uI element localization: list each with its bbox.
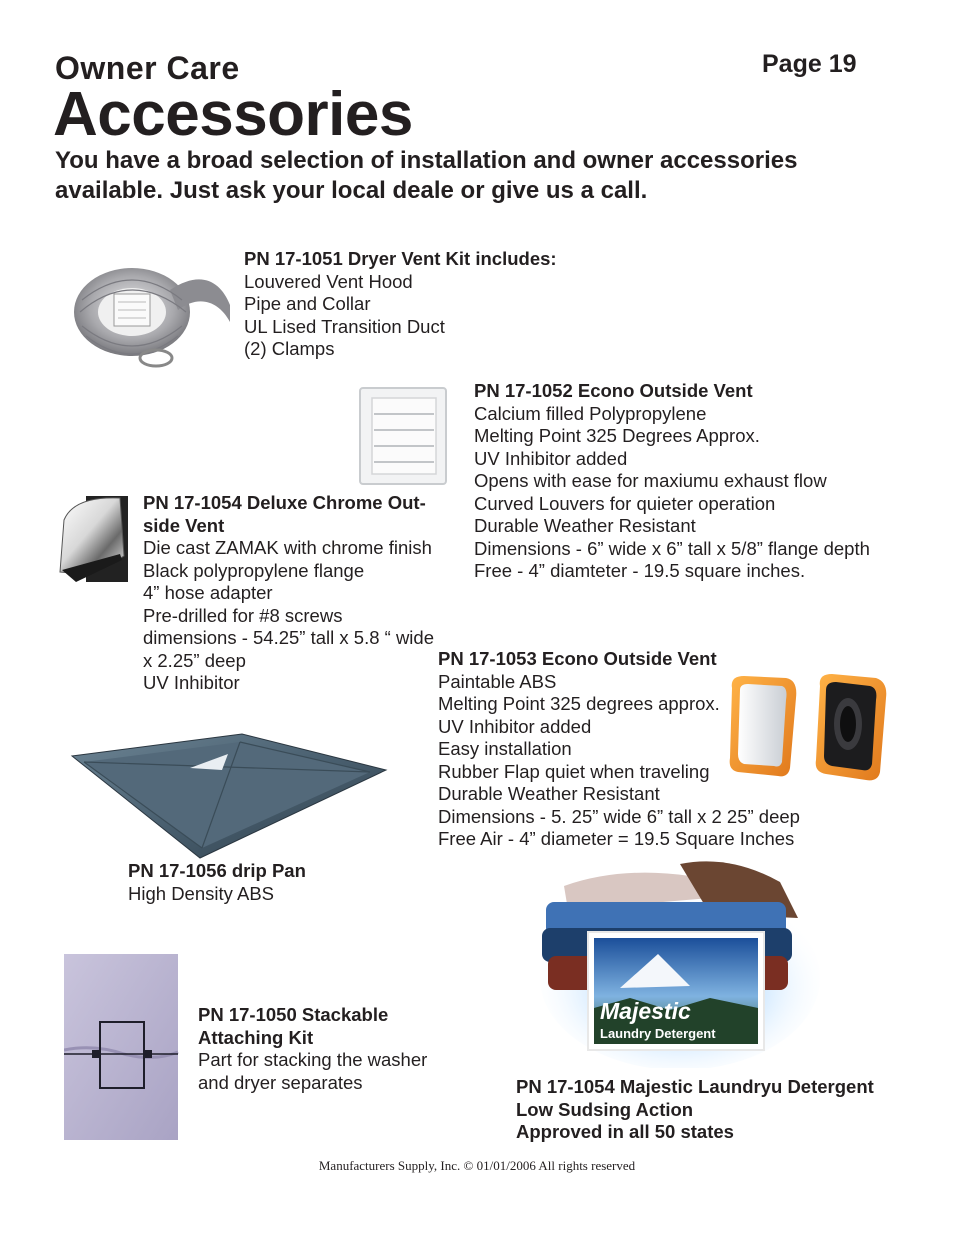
product-feature: Louvered Vent Hood	[244, 270, 413, 292]
product-title: PN 17-1056 drip Pan	[128, 860, 306, 881]
product-feature: Easy installation	[438, 738, 572, 759]
product-feature: Rubber Flap quiet when traveling	[438, 760, 710, 782]
detergent-image	[540, 858, 820, 1068]
product-feature: Curved Louvers for quieter operation	[474, 492, 776, 514]
product-title: PN 17-1052 Econo Outside Vent	[474, 380, 753, 401]
product-feature: Dimensions - 6” wide x 6” tall x 5/8” flange depth	[474, 537, 870, 559]
product-title: PN 17-1051 Dryer Vent Kit includes:	[244, 248, 557, 269]
product-feature: dimensions - 54.25” tall x 5.8 “ wide	[143, 627, 434, 648]
product-feature: Calcium filled Polypropylene	[474, 402, 707, 424]
deluxe-chrome-vent-description	[143, 492, 434, 695]
product-feature: Melting Point 325 degrees approx.	[438, 693, 720, 714]
product-feature: Free - 4” diamteter - 19.5 square inches.	[474, 560, 806, 581]
detergent-brand-subtitle: Laundry Detergent	[600, 1026, 716, 1041]
product-title: PN 17-1054 Majestic Laundryu Detergent	[516, 1076, 874, 1097]
product-feature: x 2.25” deep	[143, 649, 246, 671]
dryer-vent-kit-image	[70, 250, 235, 370]
section-title: Owner Care	[55, 50, 240, 86]
page-number: Page 19	[762, 50, 857, 78]
product-feature: (2) Clamps	[244, 338, 335, 359]
product-feature: 4” hose adapter	[143, 582, 273, 603]
product-feature: Durable Weather Resistant	[438, 783, 660, 804]
product-feature: Die cast ZAMAK with chrome finish	[143, 537, 432, 558]
product-feature: and dryer separates	[198, 1071, 363, 1093]
dryer-vent-kit-description	[244, 248, 557, 361]
product-feature: UV Inhibitor added	[474, 447, 628, 469]
product-feature: Pipe and Collar	[244, 293, 371, 314]
product-title: PN 17-1054 Deluxe Chrome Out-	[143, 492, 426, 513]
product-title: Attaching Kit	[198, 1026, 314, 1048]
detergent-description	[516, 1076, 874, 1144]
intro-text: You have a broad selection of installation and owner accessories available. Just ask your local deale or give us a call.	[55, 147, 798, 204]
product-feature: UV Inhibitor	[143, 672, 240, 693]
drip-pan-image	[70, 730, 388, 860]
econo-vent-1053-image	[724, 668, 894, 784]
product-feature: Low Sudsing Action	[516, 1098, 694, 1120]
product-feature: Black polypropylene flange	[143, 559, 365, 581]
product-feature: Pre-drilled for #8 screws	[143, 604, 343, 626]
product-feature: Approved in all 50 states	[516, 1121, 734, 1142]
product-feature: Melting Point 325 Degrees Approx.	[474, 425, 760, 446]
product-feature: UV Inhibitor added	[438, 715, 592, 737]
product-feature: Free Air - 4” diameter = 19.5 Square Inches	[438, 828, 795, 849]
product-feature: High Density ABS	[128, 882, 275, 904]
product-feature: UL Lised Transition Duct	[244, 315, 445, 337]
product-title: side Vent	[143, 514, 225, 536]
stackable-kit-image	[64, 954, 180, 1140]
econo-vent-1052-image	[356, 384, 452, 488]
drip-pan-description	[128, 860, 306, 905]
stackable-kit-description	[198, 1004, 427, 1094]
detergent-brand: Majestic	[600, 998, 691, 1024]
copyright-footer: Manufacturers Supply, Inc. © 01/01/2006 All rights reserved	[318, 1158, 636, 1173]
econo-vent-1052-description	[474, 380, 870, 583]
product-feature: Durable Weather Resistant	[474, 515, 696, 536]
product-feature: Dimensions - 5. 25” wide 6” tall x 2 25” deep	[438, 805, 800, 827]
product-feature: Part for stacking the washer	[198, 1049, 428, 1070]
product-title: PN 17-1053 Econo Outside Vent	[438, 648, 717, 669]
product-feature: Paintable ABS	[438, 670, 557, 692]
page-title: Accessories	[53, 80, 413, 149]
deluxe-chrome-vent-image	[54, 490, 134, 586]
product-title: PN 17-1050 Stackable	[198, 1004, 389, 1025]
product-feature: Opens with ease for maxiumu exhaust flow	[474, 470, 827, 491]
